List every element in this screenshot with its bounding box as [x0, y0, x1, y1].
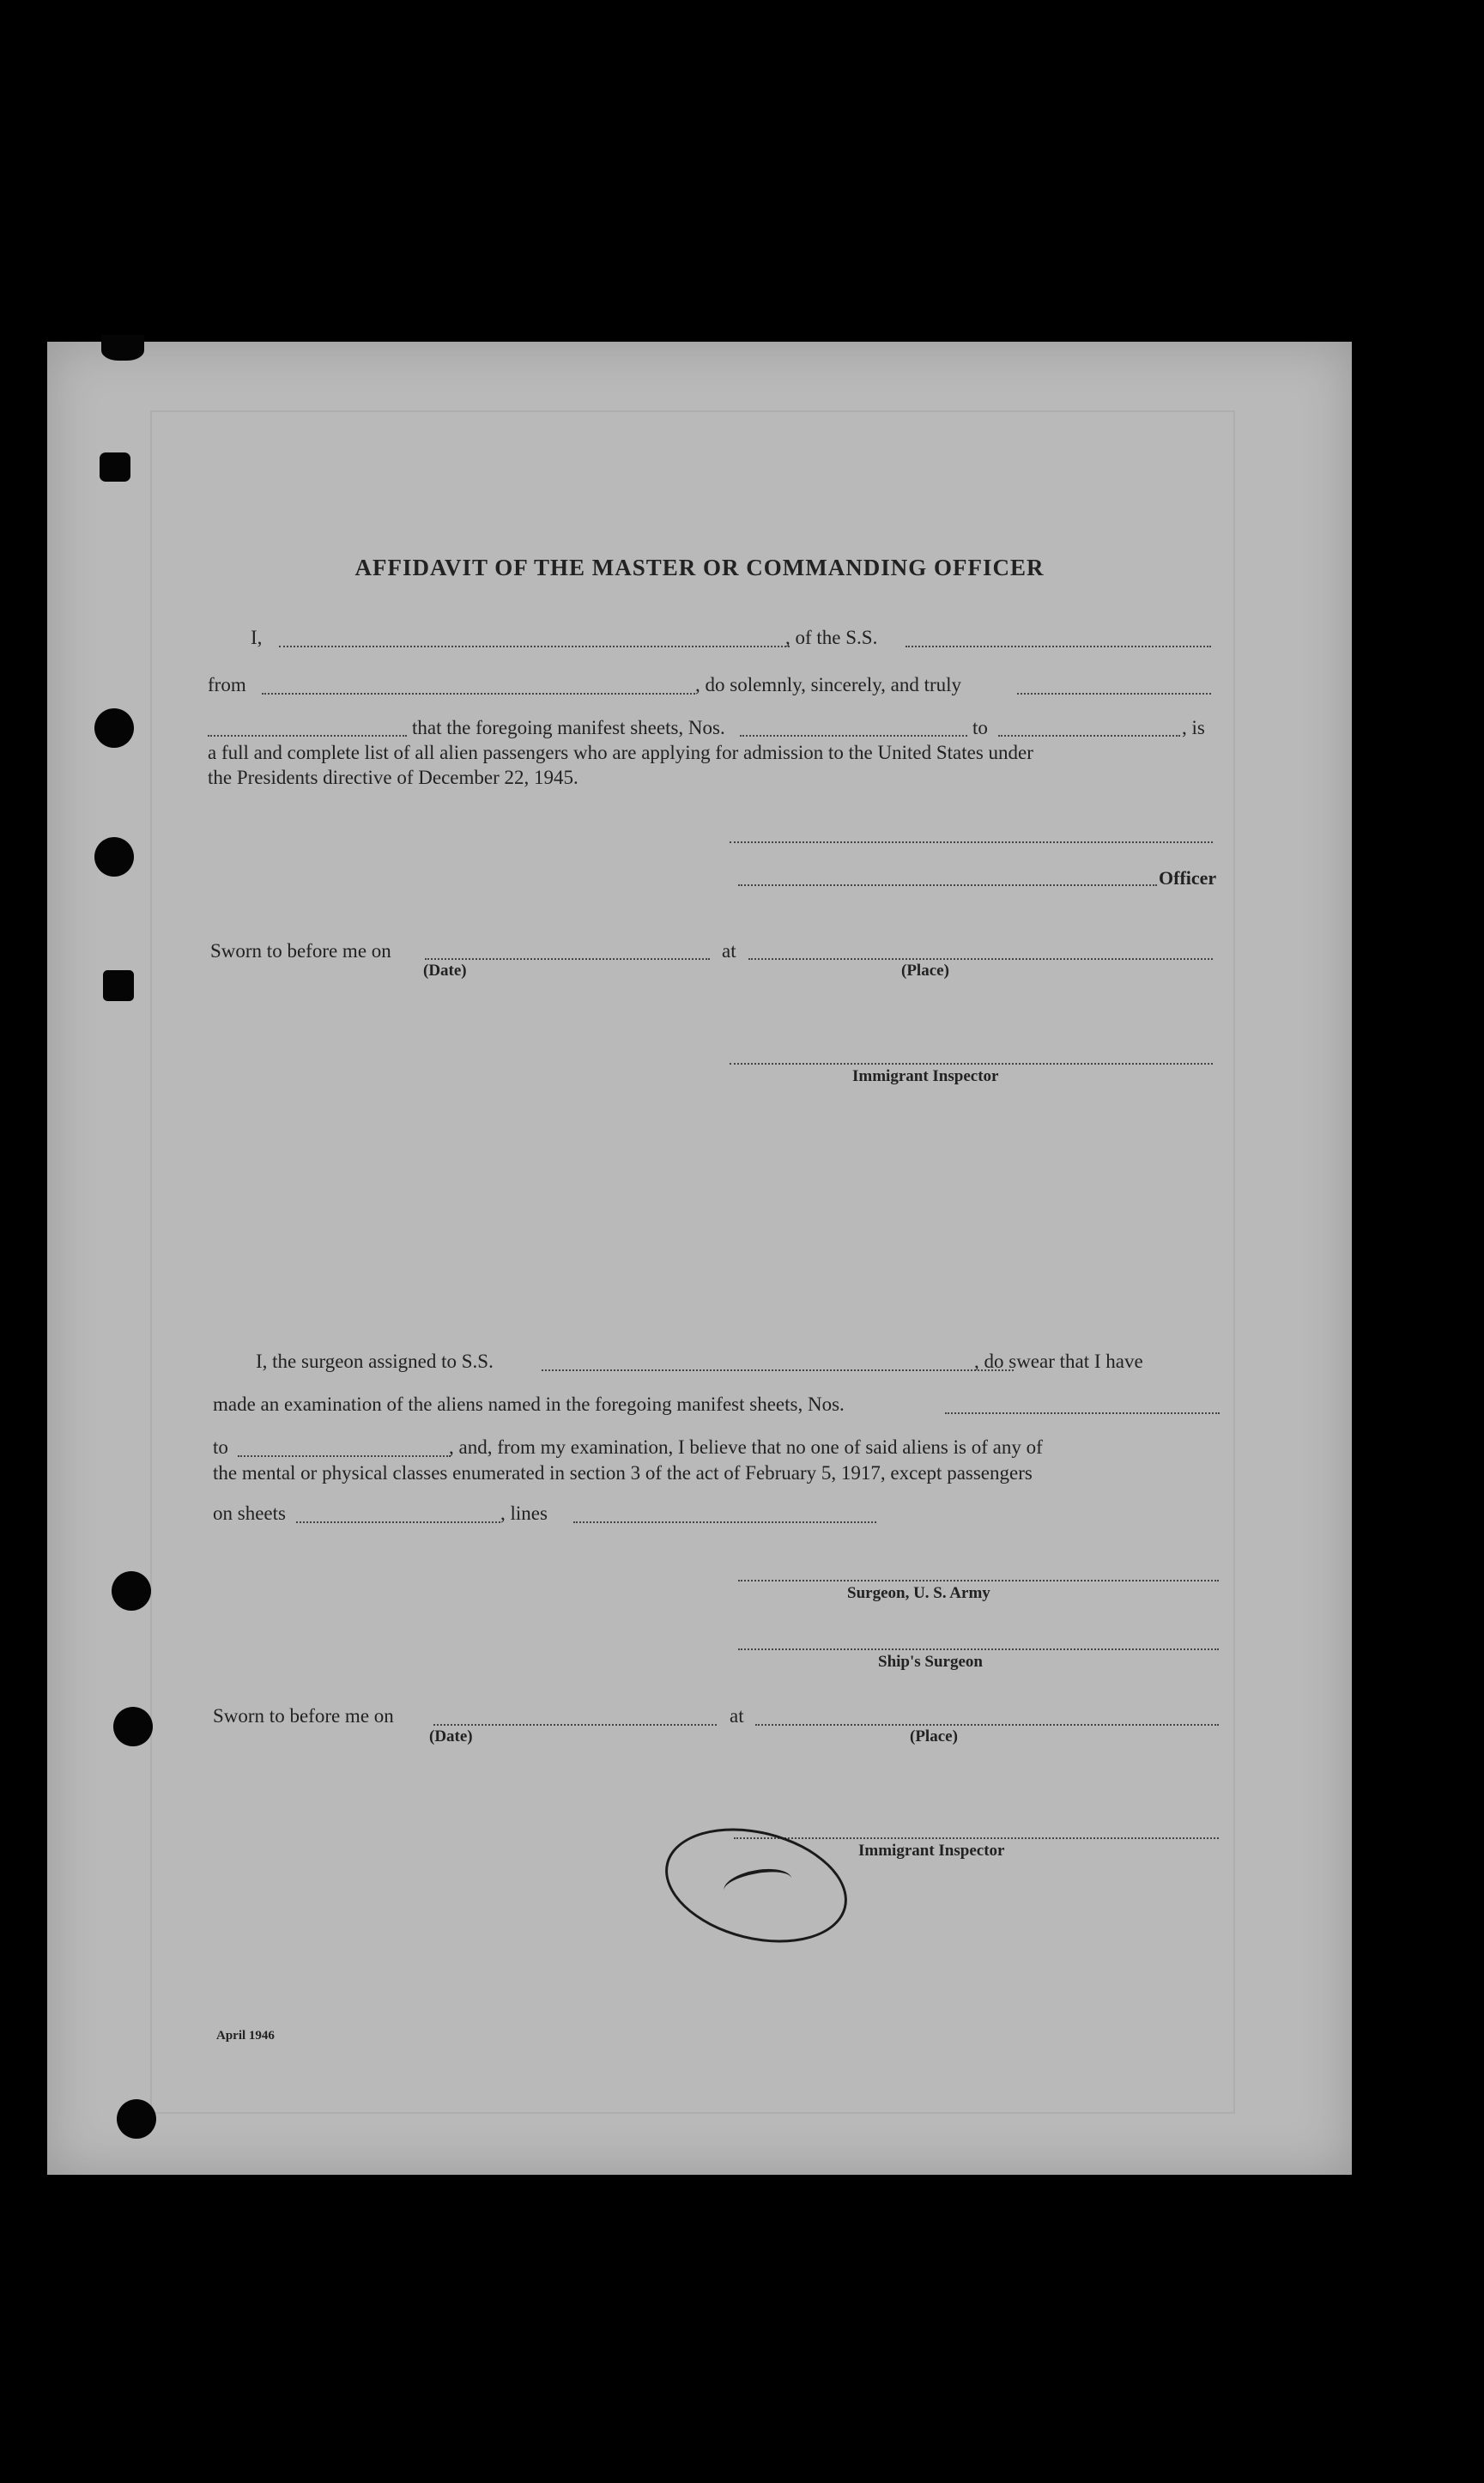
- document-page: [47, 342, 1352, 2175]
- surgeon-line1-end: , do swear that I have: [974, 1351, 1143, 1372]
- sworn-date-line-1: [425, 958, 710, 960]
- lines-line: [573, 1521, 876, 1523]
- surgeon-sheet-from-line: [945, 1412, 1220, 1414]
- surgeon-line3: , and, from my examination, I believe that no one of said aliens is of any of: [449, 1436, 1043, 1458]
- i-label: I,: [251, 627, 263, 648]
- surgeon-line4: the mental or physical classes enumerated in section 3 of the act of February 5, 1917, except passengers: [213, 1462, 1033, 1484]
- ships-surgeon-caption: Ship's Surgeon: [878, 1653, 983, 1671]
- oath-line: [1017, 693, 1211, 695]
- surgeon-line2: made an examination of the aliens named in the foregoing manifest sheets, Nos.: [213, 1393, 845, 1415]
- surgeon-ship-line: [542, 1369, 1014, 1371]
- torn-corner: [101, 335, 144, 361]
- declare-line: [208, 735, 407, 737]
- binder-hole-3: [103, 970, 134, 1001]
- sheet-to-line: [998, 735, 1180, 737]
- surgeon-sheet-to-line: [238, 1455, 451, 1457]
- date-caption-2: (Date): [429, 1727, 473, 1745]
- port-line: [262, 693, 695, 695]
- officer-signature-line: [738, 884, 1157, 886]
- affidavit1-line2: a full and complete list of all alien passengers who are applying for admission to the United States under: [208, 742, 1033, 763]
- date-caption-1: (Date): [423, 962, 467, 980]
- lines-label: , lines: [500, 1503, 548, 1524]
- immigrant-inspector-2: Immigrant Inspector: [858, 1842, 1005, 1860]
- to-label: to: [972, 717, 988, 738]
- inspector-signature-line-2: [734, 1837, 1219, 1839]
- immigrant-inspector-1: Immigrant Inspector: [852, 1067, 999, 1085]
- from-label: from: [208, 674, 246, 695]
- master-name-line: [279, 646, 790, 647]
- of-the-ss-label: , of the S.S.: [785, 627, 878, 648]
- solemnly-text: , do solemnly, sincerely, and truly: [695, 674, 962, 695]
- binder-hole-2: [94, 837, 134, 877]
- binder-hole-1: [94, 708, 134, 748]
- surgeon-army-caption: Surgeon, U. S. Army: [847, 1584, 990, 1602]
- affidavit-title: AFFIDAVIT OF THE MASTER OR COMMANDING OFFICER: [354, 555, 1045, 580]
- surgeon-to-label: to: [213, 1436, 228, 1458]
- binder-hole-5: [113, 1707, 153, 1746]
- officer-label: Officer: [1159, 867, 1217, 889]
- at-label-2: at: [730, 1705, 744, 1727]
- is-text: , is: [1182, 717, 1205, 738]
- foregoing-text: that the foregoing manifest sheets, Nos.: [412, 717, 725, 738]
- sworn-label-1: Sworn to before me on: [210, 940, 391, 962]
- inspector-signature-line-1: [730, 1063, 1213, 1065]
- sworn-label-2: Sworn to before me on: [213, 1705, 394, 1727]
- binder-hole-top: [100, 452, 130, 482]
- sheet-from-line: [740, 735, 967, 737]
- form-date: April 1946: [216, 2029, 275, 2043]
- affidavit1-line3: the Presidents directive of December 22, 1945.: [208, 767, 578, 788]
- on-sheets-line: [296, 1521, 500, 1523]
- sworn-place-line-2: [755, 1724, 1219, 1726]
- binder-hole-4: [112, 1571, 151, 1611]
- ships-surgeon-signature-line: [738, 1648, 1219, 1650]
- binder-hole-6: [117, 2099, 156, 2139]
- ship-name-line: [906, 646, 1211, 647]
- place-caption-2: (Place): [910, 1727, 958, 1745]
- on-sheets-label: on sheets: [213, 1503, 286, 1524]
- sworn-place-line-1: [748, 958, 1213, 960]
- place-caption-1: (Place): [901, 962, 949, 980]
- master-signature-line: [730, 841, 1213, 843]
- at-label-1: at: [722, 940, 736, 962]
- army-surgeon-signature-line: [738, 1580, 1219, 1581]
- surgeon-line1: I, the surgeon assigned to S.S.: [256, 1351, 494, 1372]
- sworn-date-line-2: [433, 1724, 717, 1726]
